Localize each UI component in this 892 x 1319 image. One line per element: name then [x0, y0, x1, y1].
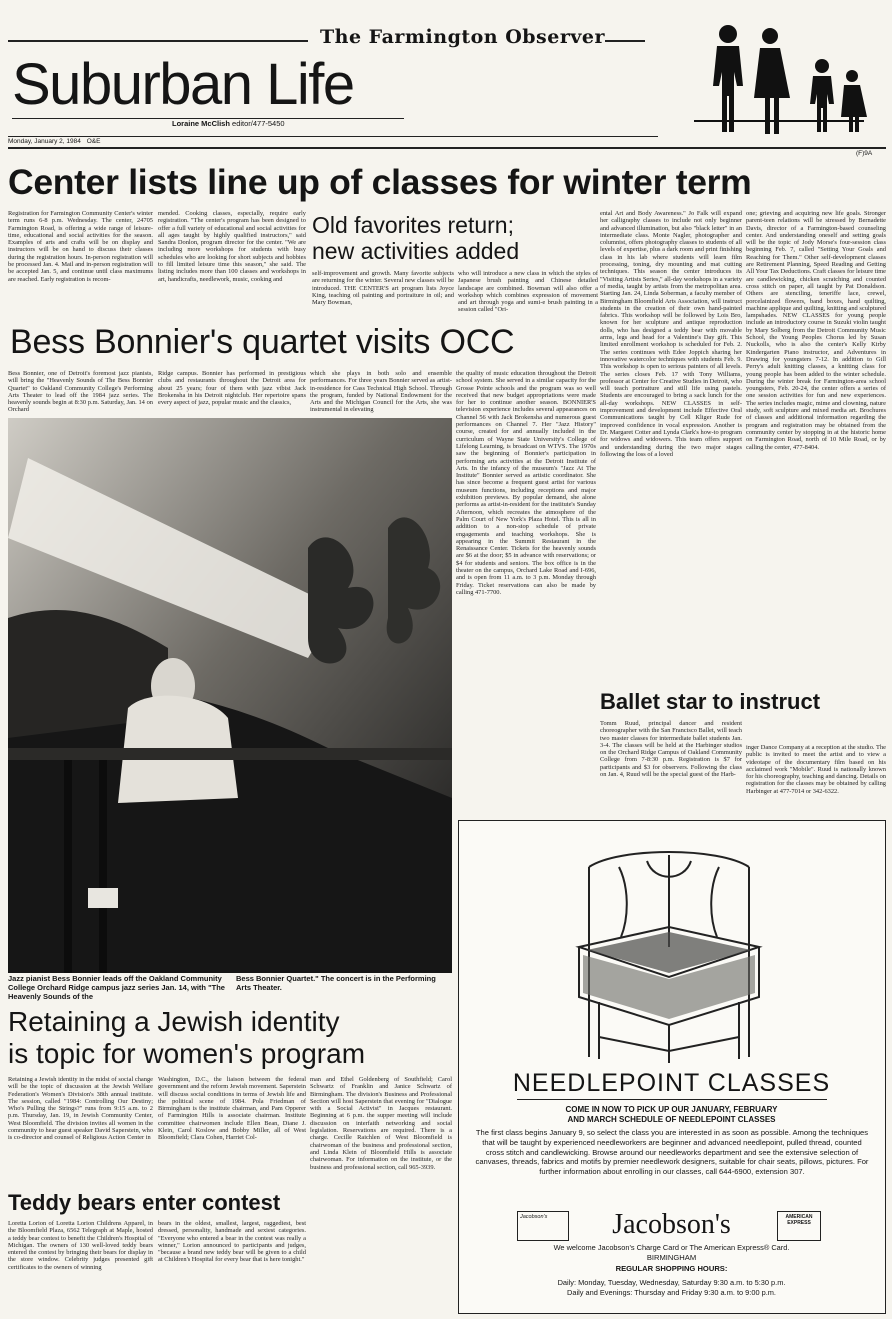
jewish-col-2: Washington, D.C., the liaison between the federal government and the reform Jewish movement. Saperstein will discuss social conditions in terms of Jewish life and the political scene of 1984. Pola Friedman of Birmingham is the institute chairman, and Pam Opperer of Farmington Hills is associate chairman. Institute committee chairwomen include Ellen Bean, Diane J. Klein, Carol Koslow and Bobby Miller, all of West Bloomfield; Clara Cohen, Harriet Col-: [158, 1076, 306, 1142]
jewish-col-1: Retaining a Jewish identity in the midst of social change will be the topic of discussion at the Jewish Welfare Federation's Women's Division's 38th annual institute. The session, called "1984: Controlling Our Destiny; Who's Pulling the Strings?" runs from 9:15 a.m. to 2 p.m. Thursday, Jan. 19, in Jewish Community Center, West Bloomfield. The division invites all women in the community to hear guest speaker David Saperstein, who is co-director and counsel of Religious Action Center in: [8, 1076, 153, 1142]
ballet-col-2: inger Dance Company at a reception at the studio. The public is invited to meet the artist and to view a videotape of the documentary film based on his acclaimed work "Mobile". Ruud is nationally known for his choreography, teaching and dancing. Details on registration for the classes may be obtained by calling Harbinger at 477-7014 or 342-6322.: [746, 744, 886, 795]
needlepoint-ad: [458, 820, 886, 1314]
page-code: (F)9A: [856, 150, 873, 157]
ad-subtitle-1: COME IN NOW TO PICK UP OUR JANUARY, FEBRUARY: [565, 1105, 778, 1114]
teddy-headline: Teddy bears enter contest: [8, 1190, 281, 1215]
section-title: Suburban Life: [12, 52, 354, 117]
charge-line: We welcome Jacobson's Charge Card or The American Express® Card.: [553, 1243, 790, 1252]
teddy-col-2: bears in the oldest, smallest, largest, raggediest, best dressed, personality, handmade and sexiest categories. "Everyone who entered a bear in the contest was really a winner," Lorion announced to participants and judges, "because a brand new teddy bear will be given to a child at Children's Hospital for every bear that is here tonight.": [158, 1220, 306, 1264]
main-story-col-5: ental Art and Body Awareness." Jo Falk will expand her calligraphy classes to include not only beginner and advanced illumination, but also "black letter" in an intermediate class. Monte Nagler, photographer and columnist, offers photography classes to students of all levels of expertise, plus a dark room and print finishing class in his lab where students will learn film processing, toning, dry mounting and mat cutting techniques. This season the center introduces its "Visiting Artists Series," all-day workshops in a variety of media, taught by artists from the metropolitan area. Starting Jan. 24, Linda Soberman, a faculty member of Birmingham Bloomfield Arts Association, will instruct students in the creation of their own hand-painted fabrics. This workshop will be followed by Lois Bro, known for her sculpture and antique reproduction dolls, who has designed a teddy bear with movable arms, legs and head for a Valentine's Day gift. This limited enrollment workshop is scheduled for Feb. 2. The series continues with Edee Joppich sharing her innovative watercolor techniques with students Feb. 9. This workshop is open to serious painters of all levels. The series closes Feb. 17 with Tony Williams, professor at Center for Creative Studies in Detroit, who will teach portraiture and still life using pastels. Students are encouraged to bring a sack lunch for the all-day workshops. NEW CLASSES in self-improvement and development include Effective Oral Communications taught by Cell Kliger Rude for improved confidence in vocal expression. Another is Dr. Margaret Cotter and Lynda Clark's how-to program for widows and widowers. This team offers support and understanding during the two major stages following the loss of a loved: [600, 210, 742, 458]
hours-title: REGULAR SHOPPING HOURS:: [615, 1264, 728, 1273]
amex-card-logo: [777, 1211, 821, 1241]
bonnier-headline: Bess Bonnier's quartet visits OCC: [10, 323, 515, 361]
bonnier-col-1: Bess Bonnier, one of Detroit's foremost jazz pianists, will bring the "Heavenly Sounds of The Bess Bonnier Quartet" to Oakland Community College's Performing Arts Theater to lead off the 1984 jazz series. The heavenly sounds begin at 8:30 p.m. Saturday, Jan. 14 on Orchard: [8, 370, 153, 414]
issue-date: Monday, January 2, 1984: [8, 138, 81, 145]
main-subhead-1: Old favorites return;: [312, 212, 514, 238]
main-story-col-1: Registration for Farmington Community Center's winter term runs 6-8 p.m. Wednesday. The center, 24705 Farmington Road, is offering a wide range of leisure-time, educational and social activities for the season. Examples of arts and crafts will be on display and instructors will be on hand to discuss their classes during the registration hours. In-person registration will be processed Jan. 4. Mail and in-person registration will be accepted Jan. 5, and continue until class maximums are reached. Early registration is recom-: [8, 210, 153, 283]
main-subhead-2: new activities added: [312, 238, 520, 264]
jewish-headline-1: Retaining a Jewish identity: [8, 1006, 340, 1037]
photo-caption-left: Jazz pianist Bess Bonnier leads off the Oakland Community College Orchard Ridge campus jazz series Jan. 14, with "The Heavenly Sounds of the: [8, 974, 225, 1001]
store-city: BIRMINGHAM: [646, 1253, 697, 1262]
ad-body: The first class begins January 9, so select the class you are interested in as soon as possible. Among the techniques that will be taught by experienced needleworkers are beginner and advanced needlepoint, pulled thread, counted cross stitch and candlewicking. Browse around our needleworks department and see the extensive selection of canvases, threads, fabrics and motifs by premier needlework designers, suitable for chair seats, pillows, pictures. For further information about enrolling in our classes, call 644-6900, extension 307.: [475, 1128, 869, 1177]
masthead-rule-bottom: [8, 147, 886, 149]
teddy-col-1: Loretta Lorion of Loretta Lorion Childrens Apparel, in the Bloomfield Plaza, 6562 Telegraph at Maple, hosted a teddy bear contest to benefit the Children's Hospital of Michigan. The owners of 130 well-loved teddy bears entered the contest by bringing their bears for display in the store window. Celebrity judges presented gift certificates to the owners of winning: [8, 1220, 153, 1271]
jazz-pianist-photo: [8, 418, 452, 973]
main-story-col-4: who will introduce a new class in which the styles of Japanese brush painting and Chinese detailed landscape are combined. Bowman will also offer a workshop which combines expression of movement and art through yoga and sumi-e brush painting in a session called "Ori-: [458, 270, 598, 314]
ad-title: NEEDLEPOINT CLASSES: [512, 1069, 831, 1097]
needlepoint-corner-chair-illustration: [559, 827, 779, 1067]
edition-code: O&E: [86, 138, 101, 145]
bonnier-col-3: which she plays in both solo and ensemble performances. For three years Bonnier served as artist-in-residence for Cass Technical High School. Through the program, funded by National Endowment for the Arts and the Michigan Council for the Arts, she was instrumental in elevating: [310, 370, 452, 414]
ballet-headline: Ballet star to instruct: [600, 689, 821, 714]
paper-name: The Farmington Observer: [320, 26, 605, 48]
amex-label: AMERICAN EXPRESS: [785, 1214, 813, 1226]
masthead-rule-under-editor: [8, 136, 658, 137]
hours-line-1: Daily: Monday, Tuesday, Wednesday, Saturday 9:30 a.m. to 5:30 p.m.: [557, 1278, 786, 1287]
ad-subtitle-2: AND MARCH SCHEDULE OF NEEDLEPOINT CLASSES: [567, 1115, 776, 1124]
card-logo-label: Jacobson's: [520, 1214, 548, 1220]
photo-caption-right: Bess Bonnier Quartet." The concert is in the Performing Arts Theater.: [236, 974, 436, 992]
ballet-col-1: Tomm Ruud, principal dancer and resident choreographer with the San Francisco Ballet, will teach two master classes for intermediate ballet students Jan. 3-4. The classes will be held at the Harbinger studios on the Orchard Ridge Campus of Oakland Community College from 7-8:30 p.m. Registration is $7 for participants and $3 for observers. Following the class on Jan. 4, Ruud will be the special guest of the Harb-: [600, 720, 742, 779]
main-headline: Center lists line up of classes for winter term: [8, 162, 752, 202]
photo-scene: [8, 418, 452, 973]
bonnier-col-2: Ridge campus. Bonnier has performed in prestigious clubs and restaurants throughout the Detroit area for about 25 years; four of them with jazz vibist Jack Brokensha in his Detroit nightclub. Her repertoire spans every aspect of jazz, popular music and the classics,: [158, 370, 306, 407]
hours-line-2: Daily and Evenings: Thursday and Friday 9:30 a.m. to 9:00 p.m.: [567, 1288, 776, 1297]
jewish-headline-2: is topic for women's program: [8, 1038, 366, 1069]
masthead-rule-top: [8, 40, 308, 42]
ad-title-rule: [517, 1099, 827, 1100]
bonnier-col-4: the quality of music education throughout the Detroit school system. She served in a similar capacity for the Grosse Pointe schools and the program was so well received that new budget appropriations were made for her to continue another season. BONNIER'S television experience includes several appearances on Channel 56 with Jack Brokensha and numerous guest performances on Channel 7. Her "Jazz History" course, created for and annually included in the curriculum of Wayne State University's College of Lifelong Learning, is broadcast on WTVS. The 1970s saw the beginning of Bonnier's participation in performing arts activities at the Detroit Institute of Arts. In the infancy of the museum's "Jazz At The Institute" Bonnier served as artistic coordinator. She has since become a frequent guest artist for various museum functions, including receptions and major exhibition previews. By popular demand, she alone performs as artist-in-resident for the institute's Sunday Afternoon, which recreates the atmosphere of the Palm Court of New York's Plaza Hotel. This is all in addition to a non-stop schedule of private engagements and teaching workshops. She is appearing in the Summit Restaurant in the Renaissance Center. Tickets for the heavenly sounds are $6 at the door; $5 in advance with reservations; or $4 for students and seniors. The box office is in the theater on the campus, Orchard Lake Road and I-696, and is open from 11 a.m. to 3 p.m. Monday through Friday. Ticket reservations can also be made by calling 471-7700.: [456, 370, 596, 596]
editor-name: Loraine McClish: [172, 119, 230, 128]
masthead-rule-top-right: [605, 40, 645, 42]
main-story-col-6: one; grieving and acquiring new life goals. Stronger parent-teen relations will be stressed by Bernadette Davis, director of a Farmington-based counseling center. And understanding oneself and setting goals will be the topic of Jody Morse's four-session class beginning Feb. 7, called "Setting Your Goals and Reaching for Them." Other self-development classes are Retirement Planning, Speed Reading and Getting All Your Tax Deductions. Craft classes for leisure time are candlewicking, chicken scratching and counted cross stitch on paper, all taught by Pat Donaldson. Others are stenciling, teneriffe lace, crewel, porcelainized flowers, band boxes, hand quilting, machine applique and quilting, knitting and sculptured lampshades. NEW CLASSES for young people include an introductory course in Suzuki violin taught by Mary Solberg from the Detroit Community Music School, the Young Peoples Chorus led by Susan Nuckolls, who is also the center's Kelly Kirby Kindergarten Piano instructor, and Adventures in Drawing for youngsters 7-12. In addition to Gill Perry's adult knitting classes, a knitting class for young people has been added to the winter schedule. During the winter break for Farmington-area school youngsters, Feb. 20-24, the center offers a series of one session activities for fun and new experiences. The series includes magic, mime and clowning, nature study, soft sculpture and mixed media art. Brochures of classes and additional information regarding the program and registration may be obtained from the community center by stopping in at the historic home on Farmington Road, north of 10 Mile Road, or by calling the center, 477-8404.: [746, 210, 886, 451]
date-line: [8, 138, 100, 145]
editor-line: [172, 119, 285, 128]
jewish-col-3: man and Ethel Goldenberg of Southfield; Carol Schwartz of Franklin and Janice Schwartz of Birmingham. The division's Business and Professional Section will host Saperstein that evening for "Dialogue with a Social Activist" in Jacques restaurant. Beginning at 6 p.m. the supper meeting will include discussion on interfaith networking and social legislation. Reservations are required. There is a charge. Cecille Raichlen of West Bloomfield is chairwoman of the business and professional section, and Linda Klein of Bloomfield Hills is associate chairwoman. For information on the institute, or the business and professional section, call 965-3939.: [310, 1076, 452, 1171]
editor-phone: editor/477-5450: [232, 119, 285, 128]
main-story-col-3: self-improvement and growth. Many favorite subjects are returning for the winter. Several new classes will be introduced. THE CENTER'S art program lists Joyce King, teaching oil painting and portraiture in oil; and Mary Bowman,: [312, 270, 454, 307]
family-silhouette-icon: [672, 16, 884, 138]
main-story-col-2: mended. Cooking classes, especially, require early registration. "The center's program has been designed to offer a full variety of educational and social activities for all ages taught by highly qualified instructors," said Sandra Donlon, program director for the center. "We are including more workshops for students with busy schedules who are looking for short subjects and hobbies to fill limited leisure time this season," she said. The listing includes more than 100 classes and workshops in art, handicrafts, needlework, music, cooking and: [158, 210, 306, 283]
store-name: Jacobson's: [612, 1209, 731, 1240]
